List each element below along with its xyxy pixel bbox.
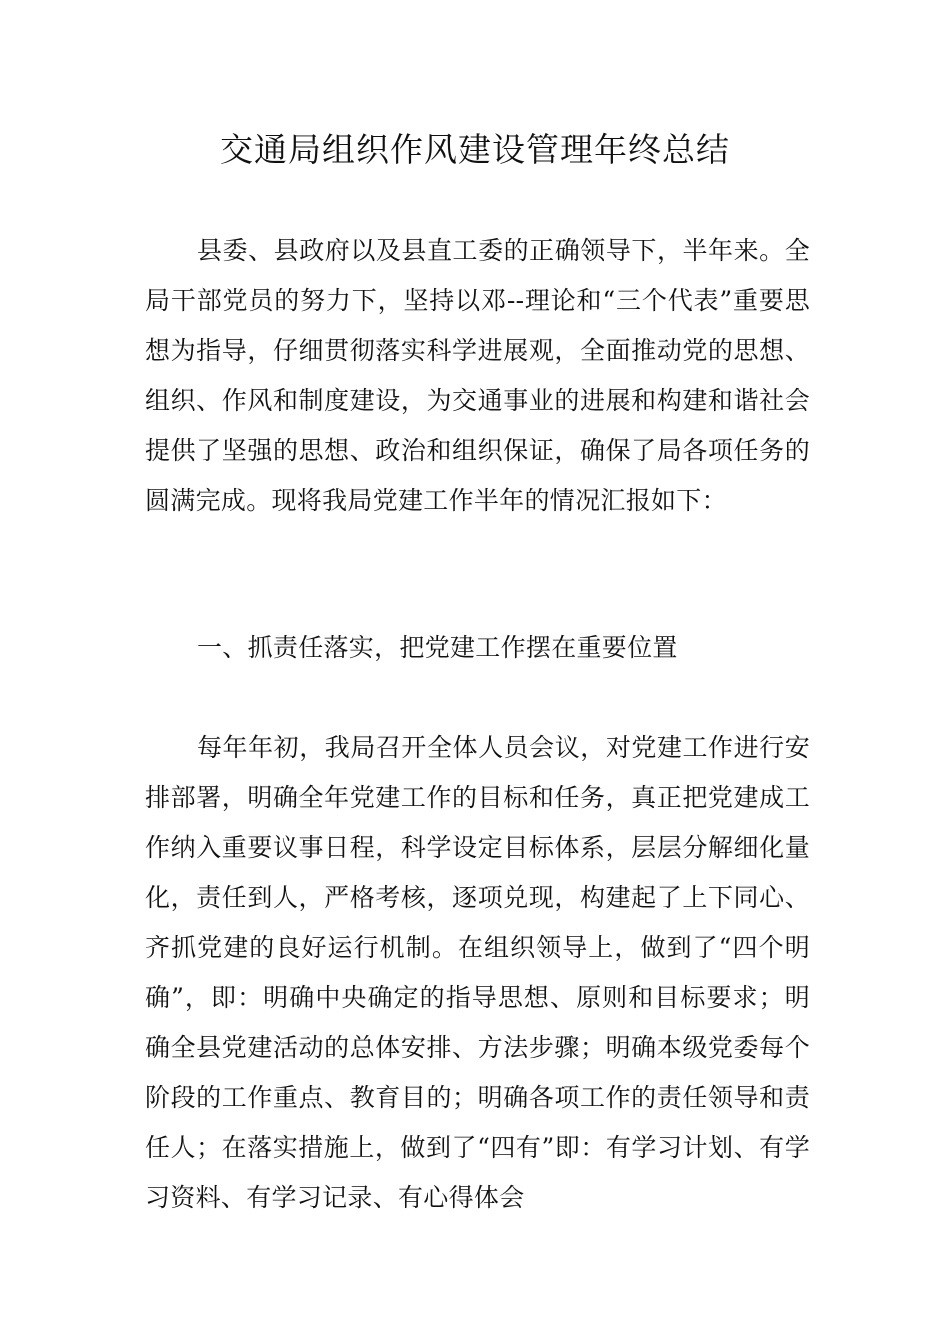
document-title: 交通局组织作风建设管理年终总结 [220, 130, 730, 169]
body-paragraph: 每年年初，我局召开全体人员会议，对党建工作进行安排部署，明确全年党建工作的目标和任务，真正把党建成工作纳入重要议事日程，科学设定目标体系，层层分解细化量化，责任到人，严格考核，逐项兑现，构建起了上下同心、齐抓党建的良好运行机制。在组织领导上，做到了“四个明确”，即：明确中央确定的指导思想、原则和目标要求；明确全县党建活动的总体安排、方法步骤；明确本级党委每个阶段的工作重点、教育目的；明确各项工作的责任领导和责任人；在落实措施上，做到了“四有”即：有学习计划、有学习资料、有学习记录、有心得体会 [145, 733, 810, 1212]
section-heading: 一、抓责任落实，把党建工作摆在重要位置 [197, 633, 678, 662]
intro-paragraph: 县委、县政府以及县直工委的正确领导下，半年来。全局干部党员的努力下，坚持以邓--理论和“三个代表”重要思想为指导，仔细贯彻落实科学进展观，全面推动党的思想、组织、作风和制度建设，为交通事业的进展和构建和谐社会提供了坚强的思想、政治和组织保证，确保了局各项任务的圆满完成。现将我局党建工作半年的情况汇报如下： [145, 236, 810, 515]
